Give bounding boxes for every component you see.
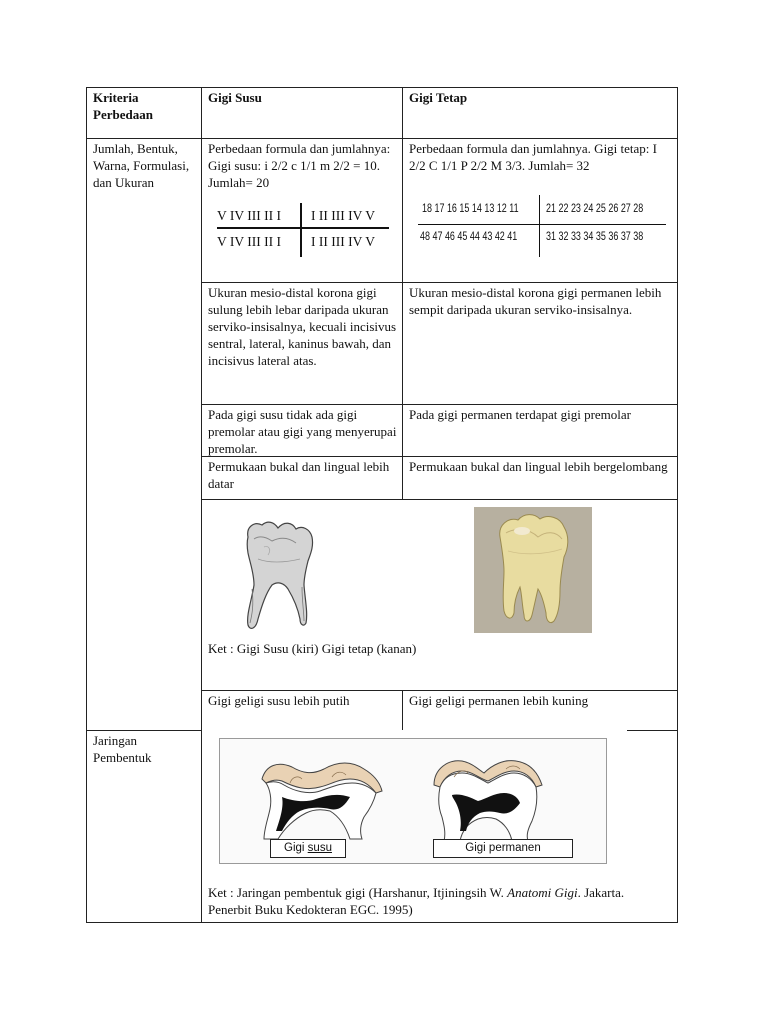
color-text-deciduous: Gigi geligi susu lebih putih <box>208 693 350 708</box>
header-divider <box>86 138 678 139</box>
section-divider <box>627 730 678 731</box>
tissue-caption <box>208 884 670 918</box>
header-criteria: Kriteria Perbedaan <box>93 90 153 122</box>
surface-text-permanent: Permukaan bukal dan lingual lebih bergelombang <box>409 459 668 474</box>
table-border-right <box>677 87 678 923</box>
table-border-bottom <box>86 922 678 923</box>
tissue-caption-part: . Jakarta. Penerbit Buku Kedokteran EGC. 1995) <box>208 885 625 917</box>
formula-text-permanent: Perbedaan formula dan jumlahnya. Gigi tetap: I 2/2 C 1/1 P 2/2 M 3/3. Jumlah= 32 <box>409 141 658 173</box>
formula-upper-right: I II III IV V <box>311 208 375 223</box>
surface-text-deciduous: Permukaan bukal dan lingual lebih datar <box>208 459 390 491</box>
comparison-table <box>86 87 678 923</box>
permanent-molar-illustration <box>474 507 592 633</box>
deciduous-tooth-formula <box>217 203 392 257</box>
column-divider <box>402 87 403 499</box>
formula-text-deciduous: Perbedaan formula dan jumlahnya: Gigi susu: i 2/2 c 1/1 m 2/2 = 10. Jumlah= 20 <box>208 141 391 190</box>
header-permanent: Gigi Tetap <box>409 90 468 105</box>
size-text-permanent: Ukuran mesio-distal korona gigi permanen lebih sempit daripada ukuran serviko-insisalnya. <box>409 285 662 317</box>
figure-label-deciduous-underlined: susu <box>307 842 332 854</box>
premolar-text-deciduous: Pada gigi susu tidak ada gigi premolar atau gigi yang menyerupai premolar. <box>208 407 397 456</box>
formula-cross-vertical <box>539 195 540 257</box>
permanent-tooth-formula <box>422 195 672 257</box>
formula-upper-right: 21 22 23 24 25 26 27 28 <box>546 203 644 215</box>
table-border-top <box>86 87 678 88</box>
size-text-deciduous: Ukuran mesio-distal korona gigi sulung lebih lebar daripada ukuran serviko-insisalnya, kecuali incisivus sentral, lateral, kaninus bawah, dan incisivus lateral atas. <box>208 285 397 368</box>
figure-label-deciduous <box>270 839 346 858</box>
column-divider <box>201 87 202 923</box>
photo-caption: Ket : Gigi Susu (kiri) Gigi tetap (kanan) <box>208 641 417 656</box>
premolar-text-permanent: Pada gigi permanen terdapat gigi premolar <box>409 407 632 422</box>
formula-upper-left: V IV III II I <box>217 208 281 223</box>
section-divider <box>86 730 202 731</box>
figure-label-deciduous-prefix: Gigi <box>284 842 308 854</box>
formula-upper-left: 18 17 16 15 14 13 12 11 <box>422 203 519 215</box>
color-text-permanent: Gigi geligi permanen lebih kuning <box>409 693 589 708</box>
tissue-caption-book-title: Anatomi Gigi <box>507 885 578 900</box>
row-divider <box>201 690 678 691</box>
row-divider <box>201 499 678 500</box>
section-label-characteristics: Jumlah, Bentuk, Warna, Formulasi, dan Ukuran <box>93 141 190 190</box>
table-border-left <box>86 87 87 923</box>
permanent-molar-photo <box>474 507 592 633</box>
tissue-figure <box>219 738 607 864</box>
column-divider <box>402 690 403 730</box>
formula-lower-right: 31 32 33 34 35 36 37 38 <box>546 231 644 243</box>
formula-lower-right: I II III IV V <box>311 234 375 249</box>
permanent-cross-section <box>434 761 542 841</box>
formula-lower-left: V IV III II I <box>217 234 281 249</box>
formula-cross-horizontal <box>418 224 666 225</box>
deciduous-cross-section <box>262 763 382 839</box>
section-label-tissue: Jaringan Pembentuk <box>93 733 152 765</box>
deciduous-molar-illustration <box>238 519 318 643</box>
row-divider <box>201 404 678 405</box>
formula-lower-left: 48 47 46 45 44 43 42 41 <box>420 231 518 243</box>
formula-cross-vertical <box>300 203 302 257</box>
figure-label-permanent: Gigi permanen <box>433 839 573 858</box>
header-deciduous: Gigi Susu <box>208 90 262 105</box>
row-divider <box>201 282 678 283</box>
tissue-caption-part: Ket : Jaringan pembentuk gigi (Harshanur, Itjiningsih W. <box>208 885 508 900</box>
formula-cross-horizontal <box>217 227 389 229</box>
